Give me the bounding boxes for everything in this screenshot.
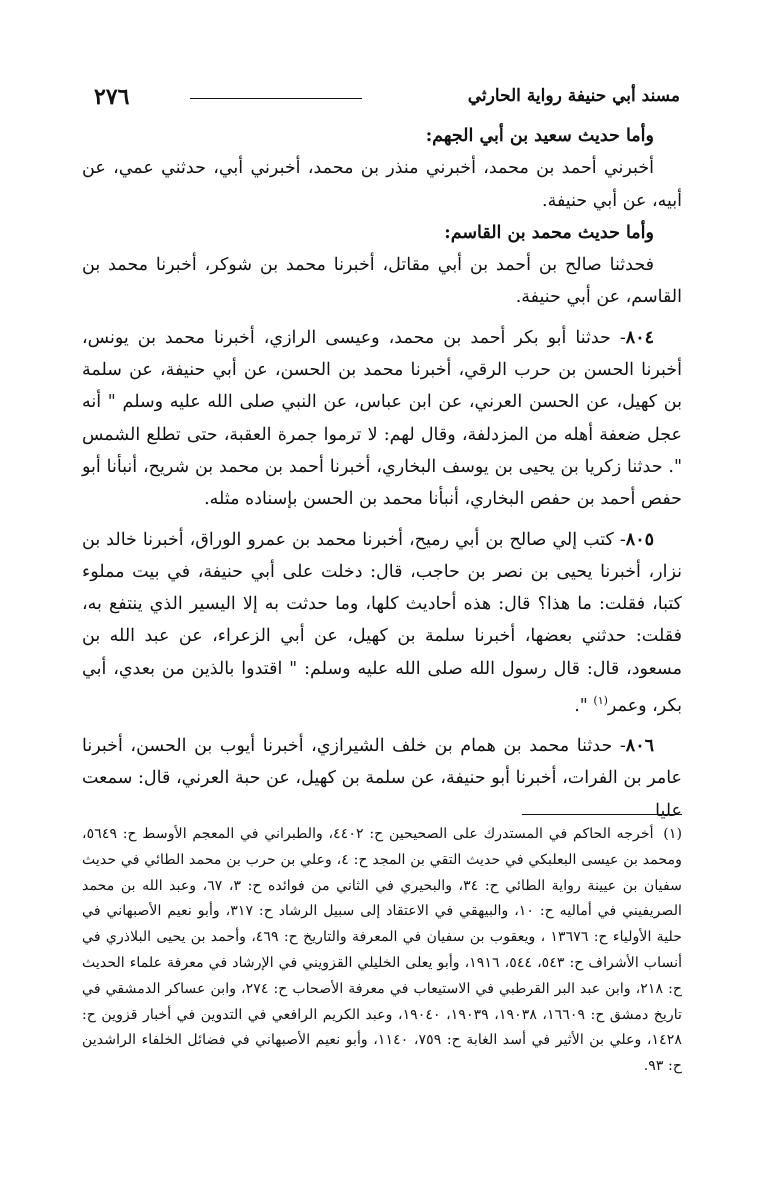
hadith-text: - حدثنا محمد بن همام بن خلف الشيرازي، أخبرنا أيوب بن الحسن، أخبرنا عامر بن الفرات، أخبرنا أبو حنيفة، عن سلمة بن كهيل، عن حبة العرني، قال: سمعت عليا xyxy=(82,736,682,821)
main-text xyxy=(82,120,682,827)
section-heading: وأما حديث سعيد بن أبي الجهم: xyxy=(425,126,654,146)
header-rule xyxy=(190,98,362,99)
hadith-number: ٨٠٥ xyxy=(625,529,654,550)
footnote-marker: (١) xyxy=(663,826,682,842)
hadith-text-tail: ". xyxy=(574,695,594,716)
running-title: مسند أبي حنيفة رواية الحارثي xyxy=(467,86,680,106)
footnote-text: أخرجه الحاكم في المستدرك على الصحيحين ح: ٤٤٠٢، والطبراني في المعجم الأوسط ح: ٥٦٤٩، ومحمد بن عيسى البعلبكي في حديث التقي بن المجد ح: ٤، وعلي بن حرب بن محمد الطائي في حديث سفيان بن عيينة رواية الطائي ح: ٣٤، والبحيري في الثاني من فوائده ح: ٣، ٦٧، وعبد الله بن محمد الصريفيني في أماليه ح: ١٠، والبيهقي في الاعتقاد إلى سبيل الرشاد ح: ٣١٧، وأبو نعيم الأصبهاني في حلية الأولياء ح: ١٣٦٧٦ ، ويعقوب بن سفيان في المعرفة والتاريخ ح: ٤٦٩، وأحمد بن يحيى البلاذري في أنساب الأشراف ح: ٥٤٣، ٥٤٤، ١٩١٦، وأبو يعلى الخليلي القزويني في الإرشاد في معرفة علماء الحديث ح: ٢١٨، وابن عبد البر القرطبي في الاستيعاب في معرفة الأصحاب ح: ٢٧٤، وابن عساكر الدمشقي في تاريخ دمشق ح: ١٦٦٠٩، ١٩٠٣٨، ١٩٠٣٩، ١٩٠٤٠، وعبد الكريم الرافعي في التدوين في أخبار قزوين ح: ١٤٢٨، وعلي بن الأثير في أسد الغابة ح: ٧٥٩، ١١٤٠، وأبو نعيم الأصبهاني في فضائل الخلفاء الراشدين ح: ٩٣. xyxy=(82,826,683,1075)
footnote xyxy=(82,822,682,1080)
page-number: ٢٧٦ xyxy=(94,84,130,110)
footnotes xyxy=(82,822,682,1080)
section-heading: وأما حديث محمد بن القاسم: xyxy=(444,222,654,243)
hadith-text: - حدثنا أبو بكر أحمد بن محمد، وعيسى الرازي، أخبرنا محمد بن يونس، أخبرنا الحسن بن حرب الرقي، أخبرنا محمد بن الحسن، عن أبي حنيفة، عن سلمة بن كهيل، عن الحسن العرني، عن ابن عباس، عن النبي صلى الله عليه وسلم " أنه عجل ضعفة أهله من المزدلفة، وقال لهم: لا ترموا جمرة العقبة، حتى تطلع الشمس ". حدثنا زكريا بن يحيى بن يوسف البخاري، أخبرنا أحمد بن محمد بن شريح، أنبأنا أبو حفص أحمد بن حفص البخاري، أنبأنا محمد بن الحسن بإسناده مثله. xyxy=(82,327,682,510)
hadith-paragraph xyxy=(82,730,682,827)
footnote-reference: (١) xyxy=(593,694,608,708)
hadith-number: ٨٠٤ xyxy=(625,327,654,348)
hadith-paragraph xyxy=(82,524,682,723)
footnote-separator xyxy=(522,814,682,815)
hadith-paragraph xyxy=(82,322,682,516)
hadith-number: ٨٠٦ xyxy=(625,736,654,757)
running-header xyxy=(94,84,680,116)
paragraph: فحدثنا صالح بن أحمد بن أبي مقاتل، أخبرنا محمد بن شوكر، أخبرنا محمد بن القاسم، عن أبي حنيفة. xyxy=(82,255,682,308)
paragraph: أخبرني أحمد بن محمد، أخبرني منذر بن محمد، أخبرني أبي، حدثني عمي، عن أبيه، عن أبي حنيفة. xyxy=(82,158,682,211)
hadith-text: - كتب إلي صالح بن أبي رميح، أخبرنا محمد بن عمرو الوراق، أخبرنا خالد بن نزار، أخبرنا يحيى بن نصر بن حاجب، قال: دخلت على أبي حنيفة، في بيت مملوء كتبا، فقلت: ما هذا؟ قال: هذه أحاديث كلها، وما حدثت به إلا اليسير الذي ينتفع به، فقلت: حدثني بعضها، أخبرنا سلمة بن كهيل، عن أبي الزعراء، عن عبد الله بن مسعود، قال: قال رسول الله صلى الله عليه وسلم: " اقتدوا بالذين من بعدي، أبي بكر، وعمر xyxy=(82,529,682,716)
